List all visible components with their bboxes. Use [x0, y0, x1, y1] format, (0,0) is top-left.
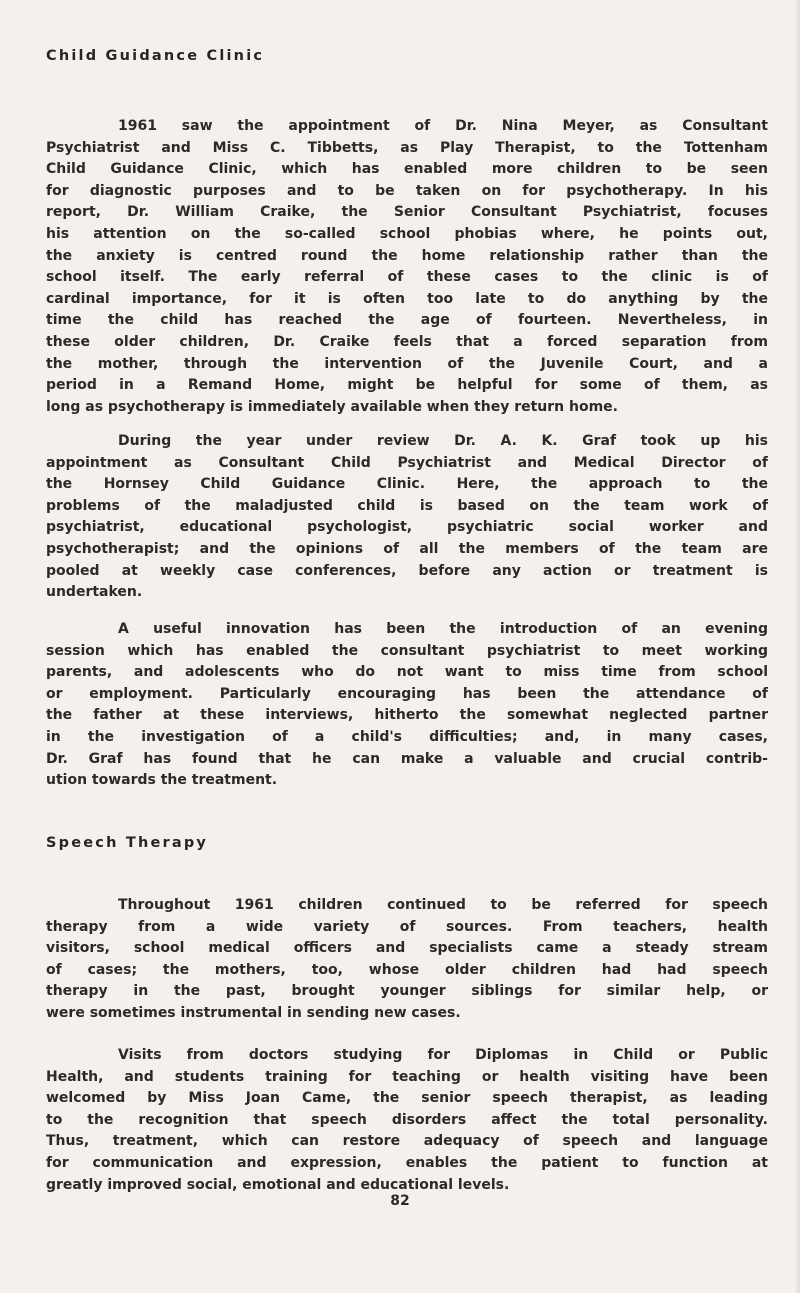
text-line: Visits from doctors studying for Diplomas in Child or Public: [118, 1047, 768, 1063]
text-line: Thus, treatment, which can restore adequacy of speech and language: [46, 1133, 768, 1150]
text-line: period in a Remand Home, might be helpful for some of them, as: [46, 377, 768, 394]
text-line: were sometimes instrumental in sending new cases.: [46, 1004, 461, 1021]
text-line: the father at these interviews, hitherto the somewhat neglected partner: [46, 707, 768, 724]
text-line: cardinal importance, for it is often too late to do anything by the: [46, 290, 768, 307]
paragraph-child-guidance-2: [46, 431, 768, 604]
text-line: greatly improved social, emotional and educational levels.: [46, 1176, 510, 1193]
text-line: therapy in the past, brought younger siblings for similar help, or: [46, 983, 768, 1000]
section-heading-speech-therapy: Speech Therapy: [46, 835, 209, 851]
text-line: ution towards the treatment.: [46, 772, 278, 789]
text-line: to the recognition that speech disorders affect the total personality.: [46, 1111, 768, 1128]
text-line: Dr. Graf has found that he can make a valuable and crucial contrib-: [46, 750, 768, 767]
text-line: Throughout 1961 children continued to be referred for speech: [118, 897, 768, 913]
text-line: Child Guidance Clinic, which has enabled more children to be seen: [46, 161, 768, 178]
text-line: the anxiety is centred round the home relationship rather than the: [46, 247, 768, 264]
text-line: undertaken.: [46, 584, 143, 601]
text-line: visitors, school medical officers and specialists came a steady stream: [46, 940, 768, 957]
text-line: A useful innovation has been the introduction of an evening: [118, 621, 768, 637]
text-line: long as psychotherapy is immediately available when they return home.: [46, 398, 618, 415]
text-line: pooled at weekly case conferences, before any action or treatment is: [46, 562, 768, 579]
text-line: in the investigation of a child's difficulties; and, in many cases,: [46, 728, 768, 745]
text-line: for diagnostic purposes and to be taken on for psychotherapy. In his: [46, 182, 768, 199]
text-line: During the year under review Dr. A. K. Graf took up his: [118, 433, 768, 449]
text-line: or employment. Particularly encouraging has been the attendance of: [46, 685, 768, 702]
page-number: 82: [390, 1193, 410, 1209]
text-line: therapy from a wide variety of sources. From teachers, health: [46, 918, 768, 935]
section-heading-child-guidance-clinic: Child Guidance Clinic: [46, 48, 265, 64]
text-line: the Hornsey Child Guidance Clinic. Here, the approach to the: [46, 476, 768, 493]
text-line: psychiatrist, educational psychologist, psychiatric social worker and: [46, 519, 768, 536]
text-line: Health, and students training for teaching or health visiting have been: [46, 1068, 768, 1085]
text-line: welcomed by Miss Joan Came, the senior speech therapist, as leading: [46, 1090, 768, 1107]
text-line: the mother, through the intervention of the Juvenile Court, and a: [46, 355, 768, 372]
page-edge-shadow: [794, 0, 800, 1293]
text-line: appointment as Consultant Child Psychiatrist and Medical Director of: [46, 454, 768, 471]
text-line: time the child has reached the age of fourteen. Nevertheless, in: [46, 312, 768, 329]
text-line: Psychiatrist and Miss C. Tibbetts, as Play Therapist, to the Tottenham: [46, 139, 768, 156]
text-line: school itself. The early referral of these cases to the clinic is of: [46, 269, 768, 286]
text-line: session which has enabled the consultant psychiatrist to meet working: [46, 642, 768, 659]
paragraph-child-guidance-1: [46, 116, 768, 418]
paragraph-speech-therapy-1: [46, 895, 768, 1025]
text-line: report, Dr. William Craike, the Senior Consultant Psychiatrist, focuses: [46, 204, 768, 221]
text-line: psychotherapist; and the opinions of all the members of the team are: [46, 540, 768, 557]
text-line: for communication and expression, enables the patient to function at: [46, 1154, 768, 1171]
paragraph-speech-therapy-2: [46, 1045, 768, 1196]
text-line: parents, and adolescents who do not want to miss time from school: [46, 664, 768, 681]
text-line: his attention on the so-called school phobias where, he points out,: [46, 225, 768, 242]
text-line: these older children, Dr. Craike feels that a forced separation from: [46, 333, 768, 350]
paragraph-child-guidance-3: [46, 619, 768, 792]
text-line: problems of the maladjusted child is based on the team work of: [46, 497, 768, 514]
text-line: 1961 saw the appointment of Dr. Nina Meyer, as Consultant: [118, 118, 768, 134]
text-line: of cases; the mothers, too, whose older children had had speech: [46, 961, 768, 978]
